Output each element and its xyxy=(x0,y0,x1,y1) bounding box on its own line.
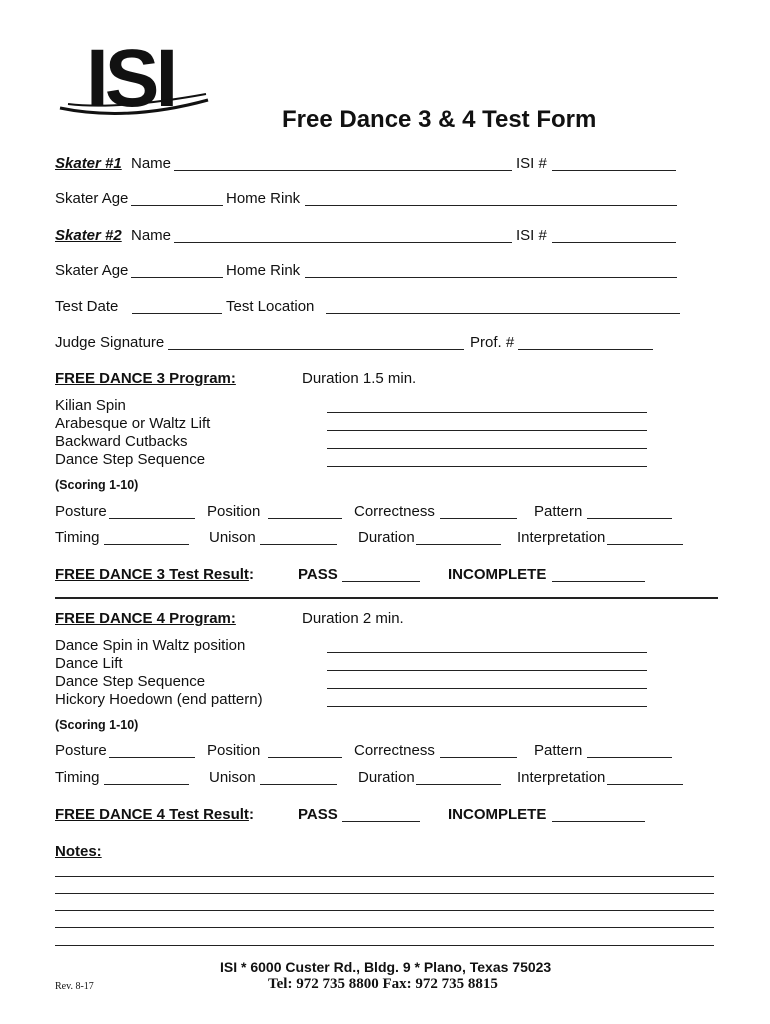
fd4-duration: Duration 2 min. xyxy=(302,610,404,627)
test-date-label: Test Date xyxy=(55,298,119,315)
skater2-name-field[interactable] xyxy=(174,242,512,243)
fd3-correctness-label: Correctness xyxy=(354,503,435,520)
fd4-element: Dance Lift xyxy=(55,655,123,672)
fd3-result-text: FREE DANCE 3 Test Result xyxy=(55,566,249,583)
fd3-interpretation-field[interactable] xyxy=(607,544,683,545)
fd4-timing-field[interactable] xyxy=(104,784,189,785)
fd3-program-heading: FREE DANCE 3 Program: xyxy=(55,370,236,387)
fd3-pass-field[interactable] xyxy=(342,581,420,582)
fd4-result-text: FREE DANCE 4 Test Result xyxy=(55,806,249,823)
page-title: Free Dance 3 & 4 Test Form xyxy=(282,106,597,133)
skater2-rink-label: Home Rink xyxy=(226,262,301,279)
fd4-element-field[interactable] xyxy=(327,652,647,653)
fd3-posture-label: Posture xyxy=(55,503,107,520)
fd4-unison-label: Unison xyxy=(209,769,256,786)
test-location-field[interactable] xyxy=(326,313,680,314)
notes-line[interactable] xyxy=(55,910,714,911)
notes-line[interactable] xyxy=(55,893,714,894)
fd4-interpretation-field[interactable] xyxy=(607,784,683,785)
fd4-incomplete-label: INCOMPLETE xyxy=(448,806,547,823)
skater1-isi-field[interactable] xyxy=(552,170,676,171)
fd3-element-field[interactable] xyxy=(327,448,647,449)
skater2-isi-label: ISI # xyxy=(516,227,547,244)
fd4-interpretation-label: Interpretation xyxy=(517,769,606,786)
skater1-rink-label: Home Rink xyxy=(226,190,301,207)
fd4-duration-field[interactable] xyxy=(416,784,501,785)
skater1-age-field[interactable] xyxy=(131,205,223,206)
fd4-position-field[interactable] xyxy=(268,757,342,758)
fd4-program-heading: FREE DANCE 4 Program: xyxy=(55,610,236,627)
fd3-element: Dance Step Sequence xyxy=(55,451,206,468)
fd3-element-field[interactable] xyxy=(327,466,647,467)
fd3-correctness-field[interactable] xyxy=(440,518,517,519)
fd3-timing-field[interactable] xyxy=(104,544,189,545)
fd3-pattern-field[interactable] xyxy=(587,518,672,519)
section-divider xyxy=(55,597,718,599)
notes-heading: Notes: xyxy=(55,843,102,860)
fd3-element: Backward Cutbacks xyxy=(55,433,188,450)
fd4-element-field[interactable] xyxy=(327,688,647,689)
fd4-result-label xyxy=(55,806,254,823)
fd3-pattern-label: Pattern xyxy=(534,503,583,520)
fd3-result-colon: : xyxy=(248,566,254,583)
skater2-isi-field[interactable] xyxy=(552,242,676,243)
fd4-correctness-field[interactable] xyxy=(440,757,517,758)
skater1-name-field[interactable] xyxy=(174,170,512,171)
fd3-unison-label: Unison xyxy=(209,529,256,546)
fd4-timing-label: Timing xyxy=(55,769,100,786)
fd4-correctness-label: Correctness xyxy=(354,742,435,759)
skater1-age-label: Skater Age xyxy=(55,190,129,207)
footer-phone: Tel: 972 735 8800 Fax: 972 735 8815 xyxy=(268,976,498,992)
fd3-element: Arabesque or Waltz Lift xyxy=(55,415,211,432)
skater2-name-label: Name xyxy=(131,227,172,244)
fd3-element-field[interactable] xyxy=(327,430,647,431)
skater1-rink-field[interactable] xyxy=(305,205,677,206)
notes-line[interactable] xyxy=(55,945,714,946)
fd4-posture-label: Posture xyxy=(55,742,107,759)
skater2-age-field[interactable] xyxy=(131,277,223,278)
fd4-pass-label: PASS xyxy=(298,806,338,823)
fd3-position-label: Position xyxy=(207,503,261,520)
fd4-pattern-label: Pattern xyxy=(534,742,583,759)
footer-address: ISI * 6000 Custer Rd., Bldg. 9 * Plano, Texas 75023 xyxy=(220,959,552,975)
judge-signature-field[interactable] xyxy=(168,349,464,350)
fd4-pattern-field[interactable] xyxy=(587,757,672,758)
fd4-element: Dance Spin in Waltz position xyxy=(55,637,246,654)
fd3-timing-label: Timing xyxy=(55,529,100,546)
fd4-element-field[interactable] xyxy=(327,670,647,671)
fd3-result-label xyxy=(55,566,254,583)
fd3-element: Kilian Spin xyxy=(55,397,126,414)
fd4-position-label: Position xyxy=(207,742,261,759)
fd4-unison-field[interactable] xyxy=(260,784,337,785)
test-date-field[interactable] xyxy=(132,313,222,314)
fd3-duration-label: Duration xyxy=(358,529,415,546)
fd3-interpretation-label: Interpretation xyxy=(517,529,606,546)
fd4-pass-field[interactable] xyxy=(342,821,420,822)
fd4-element: Dance Step Sequence xyxy=(55,673,206,690)
skater2-age-label: Skater Age xyxy=(55,262,129,279)
fd4-result-colon: : xyxy=(248,806,254,823)
prof-field[interactable] xyxy=(518,349,653,350)
skater1-isi-label: ISI # xyxy=(516,155,547,172)
skater1-label: Skater #1 xyxy=(55,155,122,172)
fd3-posture-field[interactable] xyxy=(109,518,195,519)
skater1-name-label: Name xyxy=(131,155,172,172)
isi-logo xyxy=(58,30,213,120)
judge-signature-label: Judge Signature xyxy=(55,334,165,351)
fd3-pass-label: PASS xyxy=(298,566,338,583)
notes-line[interactable] xyxy=(55,927,714,928)
fd3-duration-field[interactable] xyxy=(416,544,501,545)
skater2-rink-field[interactable] xyxy=(305,277,677,278)
fd3-duration: Duration 1.5 min. xyxy=(302,370,417,387)
revision-note: Rev. 8-17 xyxy=(55,981,94,992)
fd4-element: Hickory Hoedown (end pattern) xyxy=(55,691,263,708)
skater2-label: Skater #2 xyxy=(55,227,122,244)
fd3-incomplete-field[interactable] xyxy=(552,581,645,582)
prof-label: Prof. # xyxy=(470,334,515,351)
fd4-duration-label: Duration xyxy=(358,769,415,786)
notes-line[interactable] xyxy=(55,876,714,877)
fd3-element-field[interactable] xyxy=(327,412,647,413)
fd4-incomplete-field[interactable] xyxy=(552,821,645,822)
fd4-scoring-note: (Scoring 1-10) xyxy=(55,718,139,732)
fd4-posture-field[interactable] xyxy=(109,757,195,758)
fd3-incomplete-label: INCOMPLETE xyxy=(448,566,547,583)
fd3-unison-field[interactable] xyxy=(260,544,337,545)
test-location-label: Test Location xyxy=(226,298,315,315)
fd4-element-field[interactable] xyxy=(327,706,647,707)
fd3-scoring-note: (Scoring 1-10) xyxy=(55,478,139,492)
logo-text: ISI xyxy=(86,33,175,120)
fd3-position-field[interactable] xyxy=(268,518,342,519)
